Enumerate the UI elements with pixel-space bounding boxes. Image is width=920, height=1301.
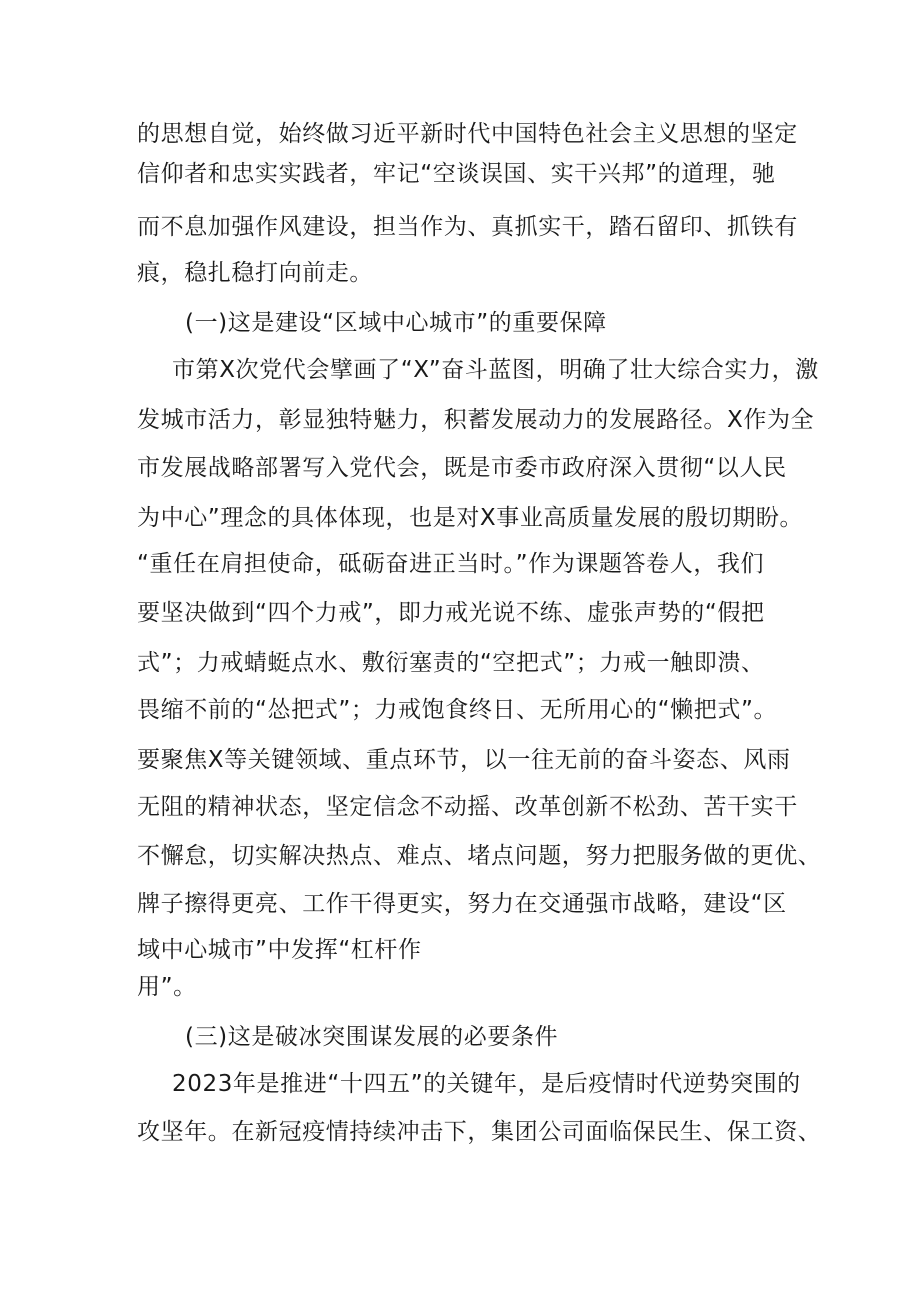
paragraph-line-4: 痕，稳扎稳打向前走。 (137, 260, 373, 286)
paragraph-line-16: 牌子擦得更亮、工作干得更实，努力在交通强市战略，建设“区 (137, 891, 787, 917)
paragraph-line-20: 攻坚年。在新冠疫情持续冲击下，集团公司面临保民生、保工资、 (137, 1119, 822, 1145)
paragraph-line-2: 信仰者和忠实实践者，牢记“空谈误国、实干兴邦”的道理，驰 (137, 161, 776, 187)
paragraph-line-8: 为中心”理念的具体体现，也是对X事业高质量发展的殷切期盼。 (137, 505, 804, 531)
section-heading-3: (三)这是破冰突围谋发展的必要条件 (185, 1024, 559, 1050)
paragraph-line-14: 无阻的精神状态，坚定信念不动摇、改革创新不松劲、苦干实干 (137, 794, 798, 820)
paragraph-line-7: 市发展战略部署写入党代会，既是市委市政府深入贯彻“以人民 (137, 455, 787, 481)
paragraph-line-3: 而不息加强作风建设，担当作为、真抓实干，踏石留印、抓铁有 (137, 214, 798, 240)
paragraph-line-11: 式”；力戒蜻蜓点水、敷衍塞责的“空把式”；力戒一触即溃、 (137, 650, 765, 676)
paragraph-line-17: 域中心城市”中发挥“杠杆作 (137, 937, 422, 963)
paragraph-line-13: 要聚焦X等关键领域、重点环节，以一往无前的奋斗姿态、风雨 (137, 747, 791, 773)
paragraph-line-19: 2023年是推进“十四五”的关键年，是后疫情时代逆势突围的 (172, 1071, 801, 1097)
paragraph-line-10: 要坚决做到“四个力戒”，即力戒光说不练、虚张声势的“假把 (137, 600, 765, 626)
paragraph-line-18: 用”。 (137, 974, 197, 1000)
paragraph-line-1: 的思想自觉，始终做习近平新时代中国特色社会主义思想的坚定 (137, 121, 798, 147)
paragraph-line-5: 市第X次党代会擘画了“X”奋斗蓝图，明确了壮大综合实力，激 (172, 357, 819, 383)
paragraph-line-12: 畏缩不前的“怂把式”；力戒饱食终日、无所用心的“懒把式”。 (137, 697, 778, 723)
paragraph-line-6: 发城市活力，彰显独特魅力，积蓄发展动力的发展路径。X作为全 (137, 407, 815, 433)
section-heading-1: (一)这是建设“区域中心城市”的重要保障 (185, 310, 607, 336)
paragraph-line-15: 不懈怠，切实解决热点、难点、堵点问题，努力把服务做的更优、 (137, 843, 822, 869)
paragraph-line-9: “重任在肩担使命，砥砺奋进正当时。”作为课题答卷人，我们 (137, 551, 765, 577)
